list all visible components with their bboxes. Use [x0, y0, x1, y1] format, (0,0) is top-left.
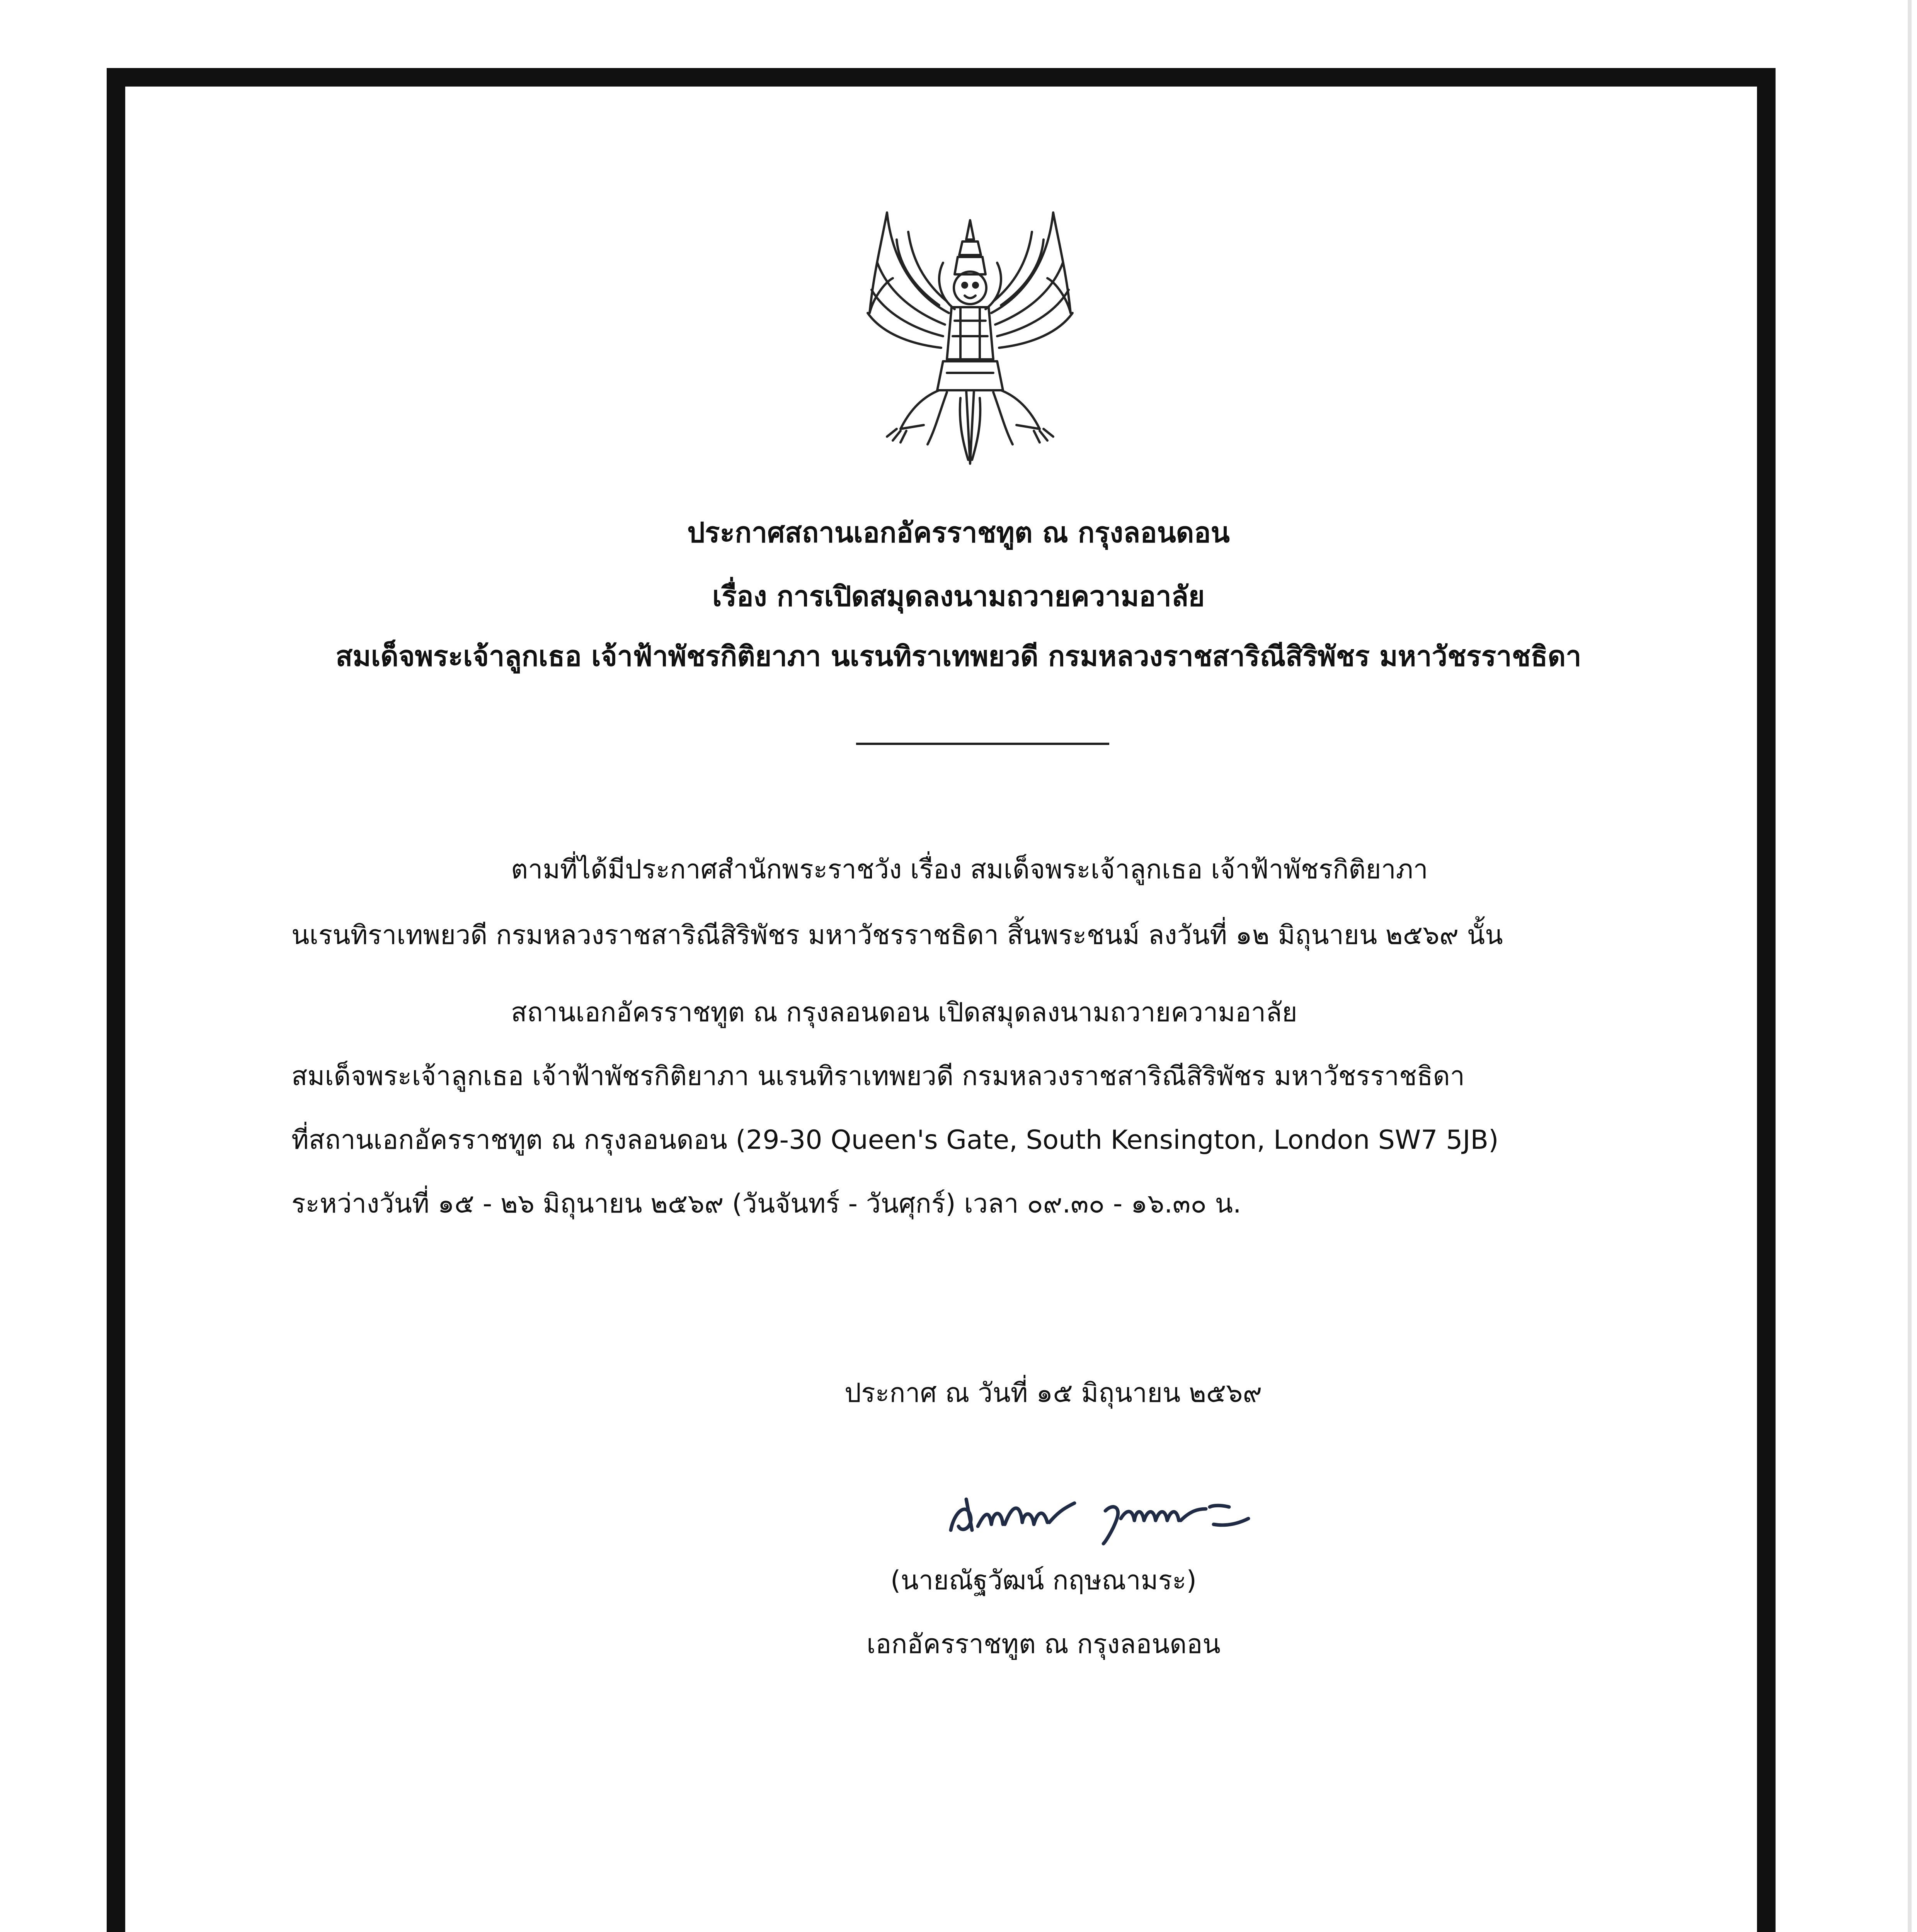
title-divider — [856, 743, 1109, 745]
page-edge — [1908, 0, 1912, 1932]
announcement-subject-royal-name: สมเด็จพระเจ้าลูกเธอ เจ้าฟ้าพัชรกิติยาภา นเรนทิราเทพยวดี กรมหลวงราชสาริณีสิริพัชร มหาวัชรราชธิดา — [335, 640, 1582, 672]
signer-name: (นายณัฐวัฒน์ กฤษณามระ) — [890, 1565, 1197, 1596]
paragraph-2-line-3: ที่สถานเอกอัครราชทูต ณ กรุงลอนดอน (29-30 Queen's Gate, South Kensington, London SW7 5JB) — [291, 1125, 1499, 1155]
paragraph-2-line-2: สมเด็จพระเจ้าลูกเธอ เจ้าฟ้าพัชรกิติยาภา นเรนทิราเทพยวดี กรมหลวงราชสาริณีสิริพัชร มหาวัชรราชธิดา — [291, 1061, 1465, 1092]
garuda-emblem-icon — [850, 197, 1090, 468]
paragraph-2-line-1: สถานเอกอัครราชทูต ณ กรุงลอนดอน เปิดสมุดลงนามถวายความอาลัย — [511, 997, 1297, 1028]
signer-title: เอกอัครราชทูต ณ กรุงลอนดอน — [867, 1629, 1221, 1660]
paragraph-1-line-2: นเรนทิราเทพยวดี กรมหลวงราชสาริณีสิริพัชร มหาวัชรราชธิดา สิ้นพระชนม์ ลงวันที่ ๑๒ มิถุนายน ๒๕๖๙ นั้น — [291, 920, 1503, 951]
paragraph-1-line-1: ตามที่ได้มีประกาศสำนักพระราชวัง เรื่อง สมเด็จพระเจ้าลูกเธอ เจ้าฟ้าพัชรกิติยาภา — [511, 854, 1428, 885]
announcement-date: ประกาศ ณ วันที่ ๑๕ มิถุนายน ๒๕๖๙ — [844, 1378, 1262, 1408]
announcement-subject: เรื่อง การเปิดสมุดลงนามถวายความอาลัย — [712, 580, 1205, 612]
paragraph-2-line-4: ระหว่างวันที่ ๑๕ - ๒๖ มิถุนายน ๒๕๖๙ (วันจันทร์ - วันศุกร์) เวลา ๐๙.๓๐ - ๑๖.๓๐ น. — [291, 1189, 1241, 1219]
announcement-heading: ประกาศสถานเอกอัครราชทูต ณ กรุงลอนดอน — [687, 516, 1230, 549]
handwritten-signature — [943, 1488, 1310, 1546]
